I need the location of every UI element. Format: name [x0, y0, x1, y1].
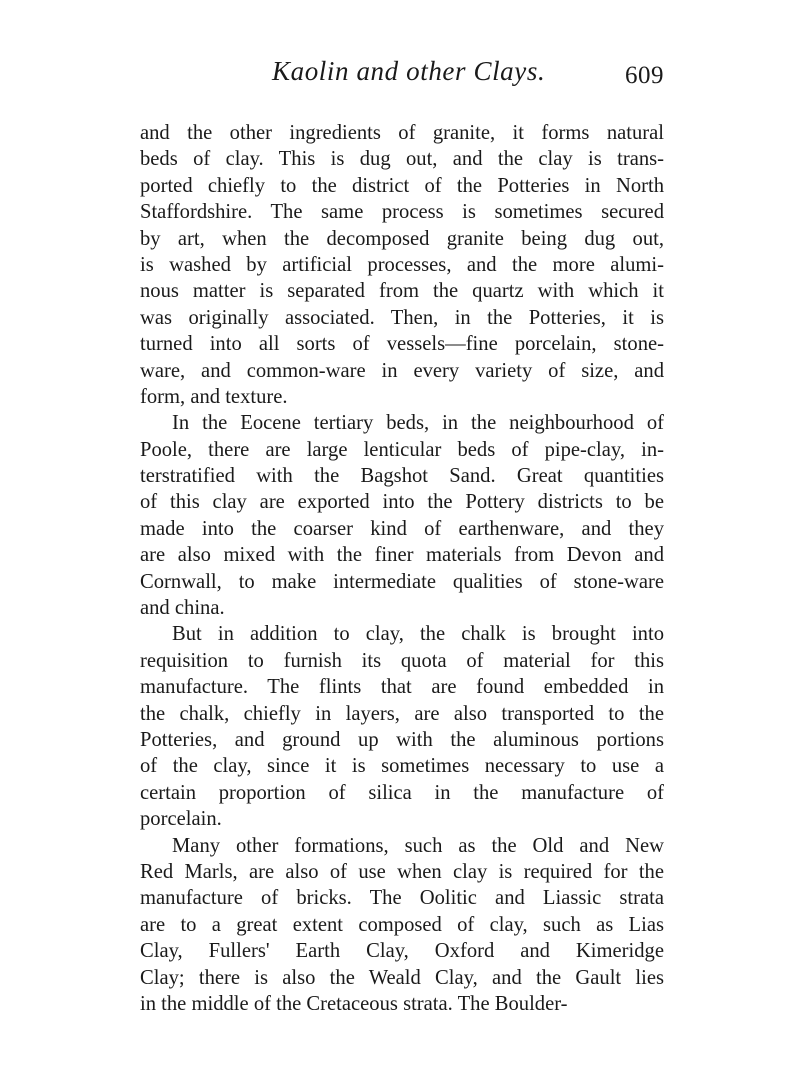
text-line: are also mixed with the finer materials from Devon and: [140, 544, 664, 567]
text-line: Poole, there are large lenticular beds of pipe-clay, in-: [140, 438, 664, 461]
text-line: Red Marls, are also of use when clay is required for the: [140, 860, 664, 883]
text-line: terstratified with the Bagshot Sand. Great quantities: [140, 465, 664, 488]
text-line: nous matter is separated from the quartz with which it: [140, 280, 664, 303]
running-head-title: Kaolin and other Clays.: [272, 56, 546, 86]
paragraph: [140, 621, 664, 832]
text-line: But in addition to clay, the chalk is brought into: [172, 623, 664, 646]
text-line: of this clay are exported into the Pottery districts to be: [140, 491, 664, 514]
text-line: beds of clay. This is dug out, and the clay is trans-: [140, 148, 664, 171]
text-line: Clay; there is also the Weald Clay, and the Gault lies: [140, 966, 664, 989]
text-line: certain proportion of silica in the manufacture of: [140, 781, 664, 804]
text-line: was originally associated. Then, in the Potteries, it is: [140, 306, 664, 329]
page-number: 609: [625, 62, 664, 89]
text-line: in the middle of the Cretaceous strata. The Boulder-: [140, 992, 568, 1015]
text-line: are to a great extent composed of clay, such as Lias: [140, 913, 664, 936]
text-line: Potteries, and ground up with the aluminous portions: [140, 728, 664, 751]
text-line: by art, when the decomposed granite being dug out,: [140, 227, 664, 250]
paragraph: [140, 833, 664, 1018]
text-line: of the clay, since it is sometimes necessary to use a: [140, 755, 664, 778]
text-line: Staffordshire. The same process is sometimes secured: [140, 201, 664, 224]
paragraph: [140, 120, 664, 410]
text-line: manufacture. The flints that are found embedded in: [140, 676, 664, 699]
text-line: made into the coarser kind of earthenware, and they: [140, 517, 664, 540]
text-line: Many other formations, such as the Old and New: [172, 834, 664, 857]
text-line: Cornwall, to make intermediate qualities of stone-ware: [140, 570, 664, 593]
text-line: turned into all sorts of vessels—fine porcelain, stone-: [140, 333, 664, 356]
text-line: Clay, Fullers' Earth Clay, Oxford and Kimeridge: [140, 940, 664, 963]
text-line: and the other ingredients of granite, it forms natural: [140, 122, 664, 144]
text-line: the chalk, chiefly in layers, are also transported to the: [140, 702, 664, 725]
text-line: requisition to furnish its quota of material for this: [140, 649, 664, 672]
text-line: is washed by artificial processes, and the more alumi-: [140, 253, 664, 276]
text-line: and china.: [140, 597, 225, 620]
text-line: porcelain.: [140, 808, 222, 831]
text-line: In the Eocene tertiary beds, in the neighbourhood of: [172, 412, 664, 435]
body-text: [140, 120, 664, 1017]
text-line: form, and texture.: [140, 385, 288, 408]
text-line: ware, and common-ware in every variety of size, and: [140, 359, 664, 382]
paragraph: [140, 410, 664, 621]
page-header: [140, 56, 664, 100]
text-line: ported chiefly to the district of the Potteries in North: [140, 174, 664, 197]
text-line: manufacture of bricks. The Oolitic and Liassic strata: [140, 887, 664, 910]
